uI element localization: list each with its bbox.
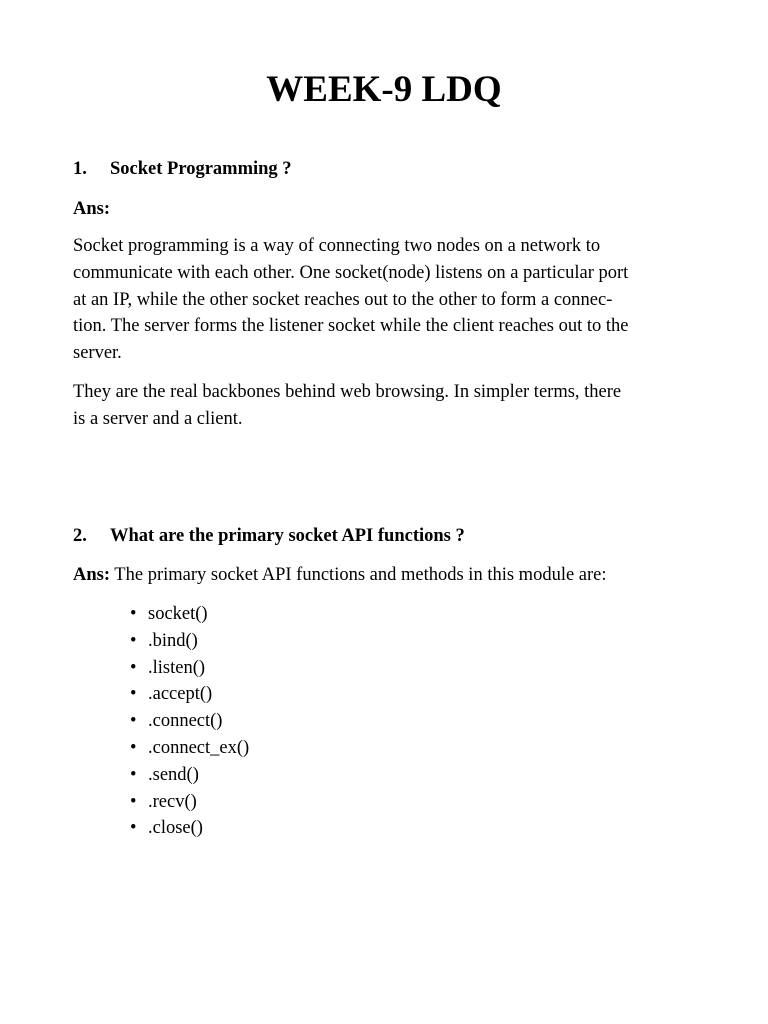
question-2-ans-text: The primary socket API functions and methods in this module are:	[110, 565, 607, 585]
answer-intro-line	[73, 562, 703, 589]
question-1-number: 1.	[73, 159, 87, 179]
list-item	[130, 789, 249, 816]
list-item	[130, 762, 249, 789]
bullet-icon: •	[130, 711, 137, 732]
bullet-icon: •	[130, 684, 137, 705]
list-item-text: .listen()	[148, 657, 206, 678]
paragraph-line: communicate with each other. One socket(node) listens on a particular port	[73, 262, 629, 283]
list-item	[130, 815, 249, 842]
question-1-answer-paragraph-1	[73, 233, 703, 367]
api-functions-list	[130, 601, 249, 842]
question-2-answer-intro	[73, 562, 703, 589]
paragraph-line: tion. The server forms the listener socket while the client reaches out to the	[73, 316, 629, 337]
question-2-text: What are the primary socket API functions ?	[110, 526, 465, 546]
bullet-icon: •	[130, 764, 137, 785]
list-item-text: .bind()	[148, 630, 198, 651]
question-2-ans-label: Ans:	[73, 565, 111, 585]
bullet-icon: •	[130, 657, 137, 678]
list-item-text: .connect()	[148, 711, 223, 732]
list-item-text: .close()	[148, 818, 203, 839]
paragraph-line: server.	[73, 343, 122, 364]
bullet-icon: •	[130, 818, 137, 839]
question-2-number: 2.	[73, 526, 87, 546]
bullet-icon: •	[130, 737, 137, 758]
bullet-icon: •	[130, 630, 137, 651]
paragraph-line: They are the real backbones behind web browsing. In simpler terms, there	[73, 382, 622, 402]
list-item	[130, 601, 249, 628]
paragraph-line: is a server and a client.	[73, 408, 243, 429]
question-2-heading	[73, 524, 465, 548]
list-item-text: .recv()	[148, 791, 197, 812]
list-item-text: .send()	[148, 764, 199, 785]
question-1-ans-label: Ans:	[73, 199, 111, 219]
list-item	[130, 708, 249, 735]
list-item-text: .connect_ex()	[148, 737, 250, 758]
list-item-text: .accept()	[148, 684, 213, 705]
list-item-text: socket()	[148, 604, 208, 624]
bullet-icon: •	[130, 791, 137, 812]
question-1-heading	[73, 157, 292, 181]
paragraph-line: at an IP, while the other socket reaches out to the other to form a connec-	[73, 289, 613, 310]
page-title: WEEK-9 LDQ	[266, 69, 502, 110]
list-item	[130, 681, 249, 708]
list-item	[130, 735, 249, 762]
list-item	[130, 655, 249, 682]
paragraph-line: Socket programming is a way of connecting two nodes on a network to	[73, 236, 601, 256]
bullet-icon: •	[130, 604, 137, 624]
question-1-text: Socket Programming ?	[110, 159, 292, 179]
question-1-answer-paragraph-2	[73, 379, 703, 433]
list-item	[130, 628, 249, 655]
